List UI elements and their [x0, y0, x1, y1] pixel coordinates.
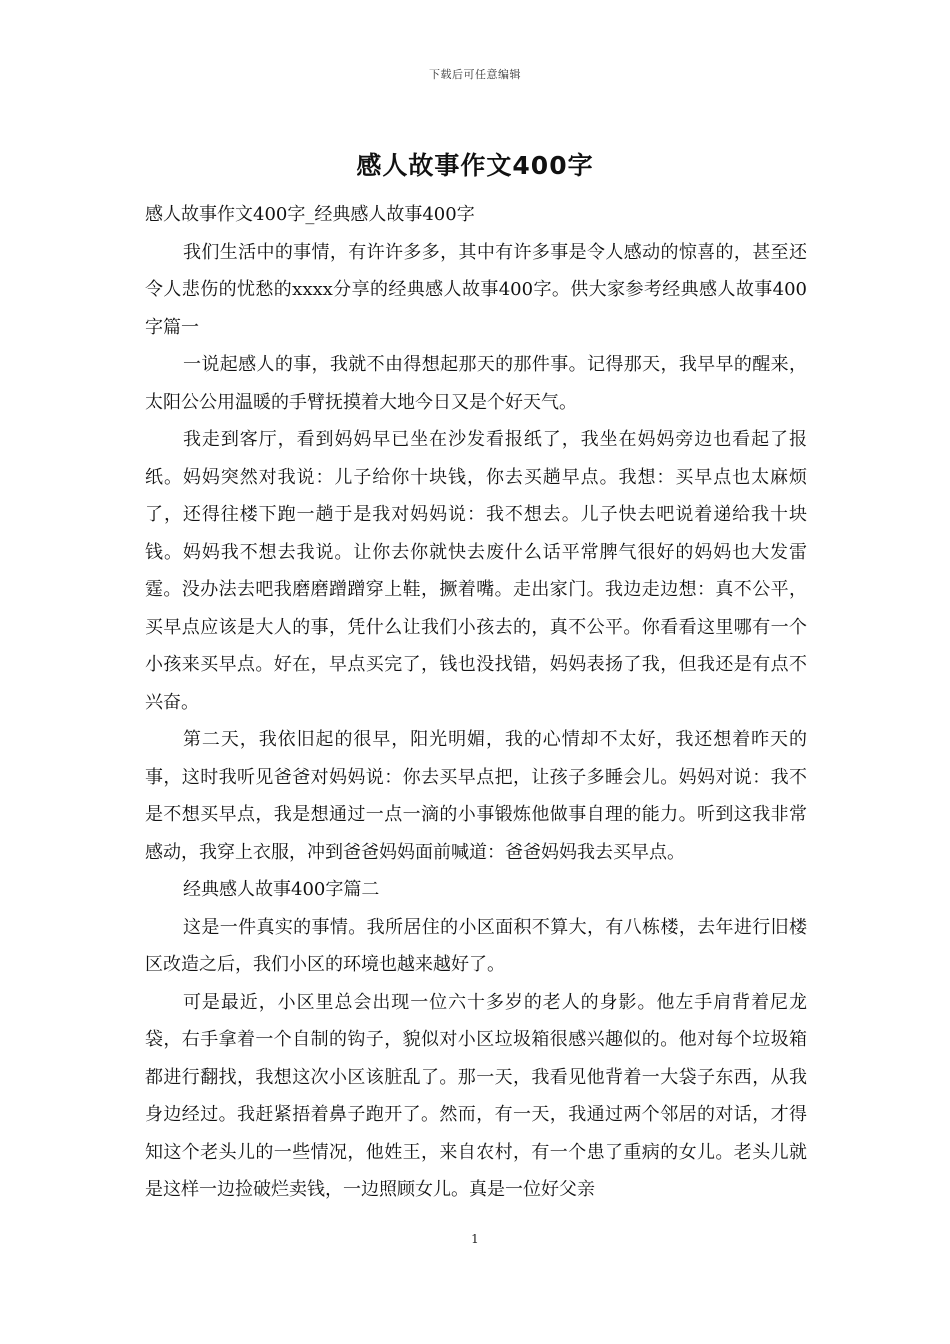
- document-title: 感人故事作文400字: [356, 151, 594, 180]
- document-body: [145, 196, 807, 1209]
- paragraph: 这是一件真实的事情。我所居住的小区面积不算大，有八栋楼，去年进行旧楼区改造之后，我们小区的环境也越来越好了。: [145, 916, 807, 975]
- paragraph: 可是最近，小区里总会出现一位六十多岁的老人的身影。他左手肩背着尼龙袋，右手拿着一个自制的钩子，貌似对小区垃圾箱很感兴趣似的。他对每个垃圾箱都进行翻找，我想这次小区该脏乱了。那一天，我看见他背着一大袋子东西，从我身边经过。我赶紧捂着鼻子跑开了。然而，有一天，我通过两个邻居的对话，才得知这个老头儿的一些情况，他姓王，来自农村，有一个患了重病的女儿。老头儿就是这样一边捡破烂卖钱，一边照顾女儿。真是一位好父亲: [145, 991, 807, 1200]
- paragraph: 我走到客厅，看到妈妈早已坐在沙发看报纸了，我坐在妈妈旁边也看起了报纸。妈妈突然对我说：儿子给你十块钱，你去买趟早点。我想：买早点也太麻烦了，还得往楼下跑一趟于是我对妈妈说：我不想去。儿子快去吧说着递给我十块钱。妈妈我不想去我说。让你去你就快去废什么话平常脾气很好的妈妈也大发雷霆。没办法去吧我磨磨蹭蹭穿上鞋，撅着嘴。走出家门。我边走边想：真不公平，买早点应该是大人的事，凭什么让我们小孩去的，真不公平。你看看这里哪有一个小孩来买早点。好在，早点买完了，钱也没找错，妈妈表扬了我，但我还是有点不兴奋。: [145, 429, 807, 713]
- subtitle-line: 感人故事作文400字_经典感人故事400字: [145, 204, 475, 225]
- paragraph-intro: 我们生活中的事情，有许许多多，其中有许多事是令人感动的惊喜的，甚至还令人悲伤的忧愁的xxxx分享的经典感人故事400字。供大家参考经典感人故事400字篇一: [145, 241, 807, 338]
- section-heading: 经典感人故事400字篇二: [183, 879, 380, 900]
- paragraph: 一说起感人的事，我就不由得想起那天的那件事。记得那天，我早早的醒来，太阳公公用温暖的手臂抚摸着大地今日又是个好天气。: [145, 354, 807, 413]
- paragraph: 第二天，我依旧起的很早，阳光明媚，我的心情却不太好，我还想着昨天的事，这时我听见爸爸对妈妈说：你去买早点把，让孩子多睡会儿。妈妈对说：我不是不想买早点，我是想通过一点一滴的小事锻炼他做事自理的能力。听到这我非常感动，我穿上衣服，冲到爸爸妈妈面前喊道：爸爸妈妈我去买早点。: [145, 729, 807, 863]
- page-header-note: 下载后可任意编辑: [429, 68, 521, 81]
- page-number: 1: [471, 1232, 479, 1246]
